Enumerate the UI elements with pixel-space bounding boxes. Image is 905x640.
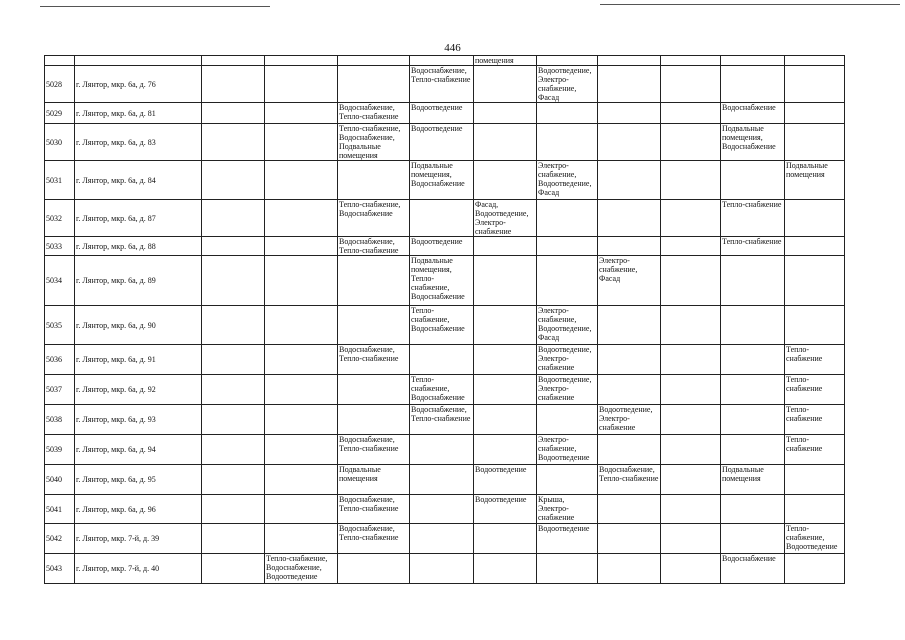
row-address: г. Лянтор, мкр. 6а, д. 76	[75, 66, 202, 103]
repair-work-cell	[661, 161, 721, 200]
page-number: 446	[444, 42, 461, 54]
repair-work-cell: Водоснабжение, Тепло-снабжение	[338, 237, 410, 256]
header-fragment-cell: помещения	[474, 56, 537, 66]
row-number: 5035	[45, 306, 75, 345]
repair-work-cell: Подвальные помещения	[785, 161, 845, 200]
repair-work-cell	[265, 524, 338, 554]
repair-work-cell	[265, 375, 338, 405]
repair-work-cell: Тепло-снабжение	[785, 405, 845, 435]
repair-work-cell: Тепло-снабжение	[721, 200, 785, 237]
repair-work-cell	[785, 465, 845, 495]
row-number: 5032	[45, 200, 75, 237]
repair-work-cell	[721, 256, 785, 306]
repair-work-cell: Тепло-снабжение, Водоснабжение, Подвальные помещения	[338, 124, 410, 161]
repair-work-cell	[474, 237, 537, 256]
repair-work-cell	[661, 435, 721, 465]
repair-work-cell: Водоотведение	[410, 237, 474, 256]
repair-work-cell	[661, 103, 721, 124]
repair-work-cell	[661, 524, 721, 554]
repair-work-cell	[661, 554, 721, 584]
repair-work-cell	[661, 465, 721, 495]
repair-work-cell	[265, 495, 338, 524]
repair-work-cell	[785, 103, 845, 124]
repair-work-cell	[202, 237, 265, 256]
repair-work-cell	[721, 435, 785, 465]
row-number: 5039	[45, 435, 75, 465]
row-number: 5034	[45, 256, 75, 306]
repair-work-cell	[202, 465, 265, 495]
repair-work-cell: Водоснабжение	[721, 554, 785, 584]
repair-work-cell: Подвальные помещения	[721, 465, 785, 495]
row-number: 5038	[45, 405, 75, 435]
repair-work-cell	[202, 345, 265, 375]
repair-work-cell: Водоотведение, Электро-снабжение	[537, 375, 598, 405]
repair-work-cell	[537, 237, 598, 256]
repair-work-cell	[410, 554, 474, 584]
table-row	[45, 103, 845, 124]
repair-work-cell	[265, 345, 338, 375]
repair-work-cell	[338, 405, 410, 435]
repair-work-cell: Тепло-снабжение, Водоотведение	[785, 524, 845, 554]
repair-work-cell	[785, 554, 845, 584]
repair-work-cell	[202, 554, 265, 584]
row-number: 5028	[45, 66, 75, 103]
row-number: 5037	[45, 375, 75, 405]
repair-work-cell	[721, 405, 785, 435]
row-address: г. Лянтор, мкр. 6а, д. 94	[75, 435, 202, 465]
repair-work-cell	[410, 435, 474, 465]
row-number: 5040	[45, 465, 75, 495]
repair-work-cell	[474, 524, 537, 554]
row-number: 5029	[45, 103, 75, 124]
repair-work-cell	[474, 256, 537, 306]
repair-work-cell: Водоснабжение, Тепло-снабжение	[338, 103, 410, 124]
repair-work-cell	[721, 306, 785, 345]
repair-work-cell: Тепло-снабжение, Водоснабжение, Водоотведение	[265, 554, 338, 584]
repair-work-cell: Водоотведение	[410, 103, 474, 124]
repair-work-cell: Водоотведение	[474, 465, 537, 495]
repair-work-cell	[537, 200, 598, 237]
repair-work-cell: Водоотведение, Электро-снабжение, Фасад	[537, 66, 598, 103]
repair-work-cell	[202, 495, 265, 524]
repair-work-cell: Тепло-снабжение	[785, 375, 845, 405]
repair-work-cell	[661, 237, 721, 256]
repair-work-cell	[721, 375, 785, 405]
repair-work-cell	[661, 375, 721, 405]
repair-work-cell	[338, 66, 410, 103]
repair-work-cell: Тепло-снабжение, Водоснабжение	[410, 306, 474, 345]
repair-work-cell	[537, 124, 598, 161]
row-address: г. Лянтор, мкр. 6а, д. 84	[75, 161, 202, 200]
row-number: 5036	[45, 345, 75, 375]
repair-work-cell	[598, 306, 661, 345]
repair-work-cell	[265, 237, 338, 256]
repair-work-cell	[202, 375, 265, 405]
repair-work-cell: Фасад, Водоотведение, Электро-снабжение	[474, 200, 537, 237]
repair-work-cell	[265, 200, 338, 237]
repair-work-cell	[265, 465, 338, 495]
row-address: г. Лянтор, мкр. 6а, д. 96	[75, 495, 202, 524]
repair-work-cell	[202, 66, 265, 103]
repair-work-cell	[338, 306, 410, 345]
row-number: 5042	[45, 524, 75, 554]
repair-work-cell	[265, 256, 338, 306]
repair-work-cell	[661, 306, 721, 345]
repair-work-cell	[265, 103, 338, 124]
repair-work-cell	[338, 161, 410, 200]
repair-work-cell	[537, 554, 598, 584]
repair-work-cell	[410, 524, 474, 554]
scan-artifact-line-left	[40, 6, 270, 7]
repair-work-cell	[598, 200, 661, 237]
repair-work-cell	[661, 345, 721, 375]
table-row	[45, 435, 845, 465]
table-row	[45, 405, 845, 435]
repair-work-cell: Подвальные помещения, Водоснабжение	[410, 161, 474, 200]
repair-work-cell: Крыша, Электро-снабжение	[537, 495, 598, 524]
repair-work-cell: Водоснабжение, Тепло-снабжение	[338, 435, 410, 465]
row-number: 5031	[45, 161, 75, 200]
repair-work-cell	[202, 306, 265, 345]
repair-work-cell	[474, 554, 537, 584]
repair-work-cell	[202, 524, 265, 554]
repair-work-cell: Электро-снабжение, Водоотведение	[537, 435, 598, 465]
repair-work-cell	[598, 495, 661, 524]
repair-work-cell	[410, 495, 474, 524]
repair-work-cell	[785, 66, 845, 103]
repair-work-cell: Водоснабжение, Тепло-снабжение	[410, 66, 474, 103]
repair-work-cell: Тепло-снабжение	[785, 435, 845, 465]
repair-work-cell	[474, 124, 537, 161]
table-row	[45, 66, 845, 103]
repair-work-cell	[661, 200, 721, 237]
repair-work-cell	[338, 375, 410, 405]
repair-work-cell	[721, 495, 785, 524]
row-address: г. Лянтор, мкр. 6а, д. 89	[75, 256, 202, 306]
repair-work-cell	[598, 124, 661, 161]
repair-work-cell	[598, 375, 661, 405]
table-row	[45, 375, 845, 405]
repair-work-cell	[785, 237, 845, 256]
table-row	[45, 161, 845, 200]
repair-work-cell	[202, 103, 265, 124]
repair-work-cell	[265, 405, 338, 435]
repair-work-cell: Водоотведение, Электро-снабжение	[537, 345, 598, 375]
repair-work-cell: Водоснабжение	[721, 103, 785, 124]
repair-work-cell	[598, 345, 661, 375]
repair-work-cell	[598, 66, 661, 103]
row-address: г. Лянтор, мкр. 6а, д. 92	[75, 375, 202, 405]
repair-work-cell	[474, 161, 537, 200]
repair-work-cell	[410, 200, 474, 237]
repair-work-cell	[410, 345, 474, 375]
table-row	[45, 465, 845, 495]
repair-work-cell	[598, 237, 661, 256]
repair-work-cell	[410, 465, 474, 495]
repair-work-cell	[202, 405, 265, 435]
repair-work-cell	[537, 405, 598, 435]
repair-work-cell: Электро-снабжение, Фасад	[598, 256, 661, 306]
repair-work-cell: Водоснабжение, Тепло-снабжение	[338, 524, 410, 554]
repair-work-cell	[474, 435, 537, 465]
repair-work-cell	[474, 66, 537, 103]
repair-work-cell: Водоотведение	[537, 524, 598, 554]
repair-work-cell	[785, 124, 845, 161]
table-row	[45, 237, 845, 256]
table-row	[45, 200, 845, 237]
repair-work-cell	[598, 524, 661, 554]
repair-work-cell	[202, 200, 265, 237]
row-number: 5041	[45, 495, 75, 524]
repair-work-cell	[661, 124, 721, 161]
repair-work-cell	[721, 161, 785, 200]
repair-work-cell	[474, 103, 537, 124]
repair-work-cell: Водоотведение	[474, 495, 537, 524]
repair-schedule-table	[44, 55, 845, 584]
row-address: г. Лянтор, мкр. 6а, д. 88	[75, 237, 202, 256]
repair-work-cell	[474, 375, 537, 405]
table-row	[45, 554, 845, 584]
repair-work-cell	[598, 161, 661, 200]
repair-work-cell: Водоотведение, Электро-снабжение	[598, 405, 661, 435]
row-number: 5043	[45, 554, 75, 584]
repair-work-cell	[598, 103, 661, 124]
repair-work-cell	[474, 405, 537, 435]
repair-work-cell	[785, 200, 845, 237]
repair-work-cell	[721, 66, 785, 103]
repair-work-cell	[265, 435, 338, 465]
repair-work-cell: Тепло-снабжение	[721, 237, 785, 256]
repair-work-cell: Водоснабжение, Тепло-снабжение	[598, 465, 661, 495]
repair-work-cell	[202, 124, 265, 161]
row-address: г. Лянтор, мкр. 7-й, д. 39	[75, 524, 202, 554]
row-number: 5030	[45, 124, 75, 161]
repair-work-cell	[721, 345, 785, 375]
repair-work-cell	[785, 306, 845, 345]
repair-work-cell: Подвальные помещения, Водоснабжение	[721, 124, 785, 161]
row-address: г. Лянтор, мкр. 6а, д. 91	[75, 345, 202, 375]
repair-work-cell: Электро-снабжение, Водоотведение, Фасад	[537, 306, 598, 345]
repair-work-cell: Водоснабжение, Тепло-снабжение	[338, 495, 410, 524]
repair-work-cell	[474, 306, 537, 345]
scan-artifact-line-right	[600, 4, 900, 5]
repair-work-cell	[661, 66, 721, 103]
repair-work-cell	[202, 256, 265, 306]
repair-work-cell	[265, 124, 338, 161]
row-address: г. Лянтор, мкр. 6а, д. 81	[75, 103, 202, 124]
repair-work-cell	[265, 161, 338, 200]
repair-work-cell: Тепло-снабжение	[785, 345, 845, 375]
repair-work-cell	[785, 495, 845, 524]
row-address: г. Лянтор, мкр. 6а, д. 83	[75, 124, 202, 161]
repair-work-cell	[265, 306, 338, 345]
repair-work-cell: Водоотведение	[410, 124, 474, 161]
row-address: г. Лянтор, мкр. 6а, д. 93	[75, 405, 202, 435]
repair-work-cell: Подвальные помещения, Тепло-снабжение, Водоснабжение	[410, 256, 474, 306]
table-row	[45, 524, 845, 554]
table-row	[45, 345, 845, 375]
repair-work-cell	[598, 554, 661, 584]
table-header-fragment-row	[45, 56, 845, 66]
repair-work-cell	[598, 435, 661, 465]
repair-work-cell	[537, 103, 598, 124]
table-row	[45, 124, 845, 161]
repair-work-cell: Водоснабжение, Тепло-снабжение	[410, 405, 474, 435]
table-row	[45, 306, 845, 345]
repair-work-cell: Подвальные помещения	[338, 465, 410, 495]
repair-work-cell: Электро-снабжение, Водоотведение, Фасад	[537, 161, 598, 200]
repair-work-cell	[202, 161, 265, 200]
row-number: 5033	[45, 237, 75, 256]
repair-work-cell	[661, 405, 721, 435]
row-address: г. Лянтор, мкр. 6а, д. 87	[75, 200, 202, 237]
repair-work-cell	[721, 524, 785, 554]
repair-work-cell	[338, 256, 410, 306]
row-address: г. Лянтор, мкр. 6а, д. 90	[75, 306, 202, 345]
repair-work-cell	[785, 256, 845, 306]
repair-work-cell: Водоснабжение, Тепло-снабжение	[338, 345, 410, 375]
table-row	[45, 495, 845, 524]
repair-work-cell	[537, 465, 598, 495]
row-address: г. Лянтор, мкр. 7-й, д. 40	[75, 554, 202, 584]
repair-work-cell	[661, 495, 721, 524]
repair-work-cell	[202, 435, 265, 465]
repair-work-cell	[474, 345, 537, 375]
row-address: г. Лянтор, мкр. 6а, д. 95	[75, 465, 202, 495]
repair-work-cell	[265, 66, 338, 103]
repair-work-cell: Тепло-снабжение, Водоснабжение	[410, 375, 474, 405]
table-row	[45, 256, 845, 306]
repair-work-cell: Тепло-снабжение, Водоснабжение	[338, 200, 410, 237]
repair-work-cell	[537, 256, 598, 306]
repair-work-cell	[338, 554, 410, 584]
repair-work-cell	[661, 256, 721, 306]
